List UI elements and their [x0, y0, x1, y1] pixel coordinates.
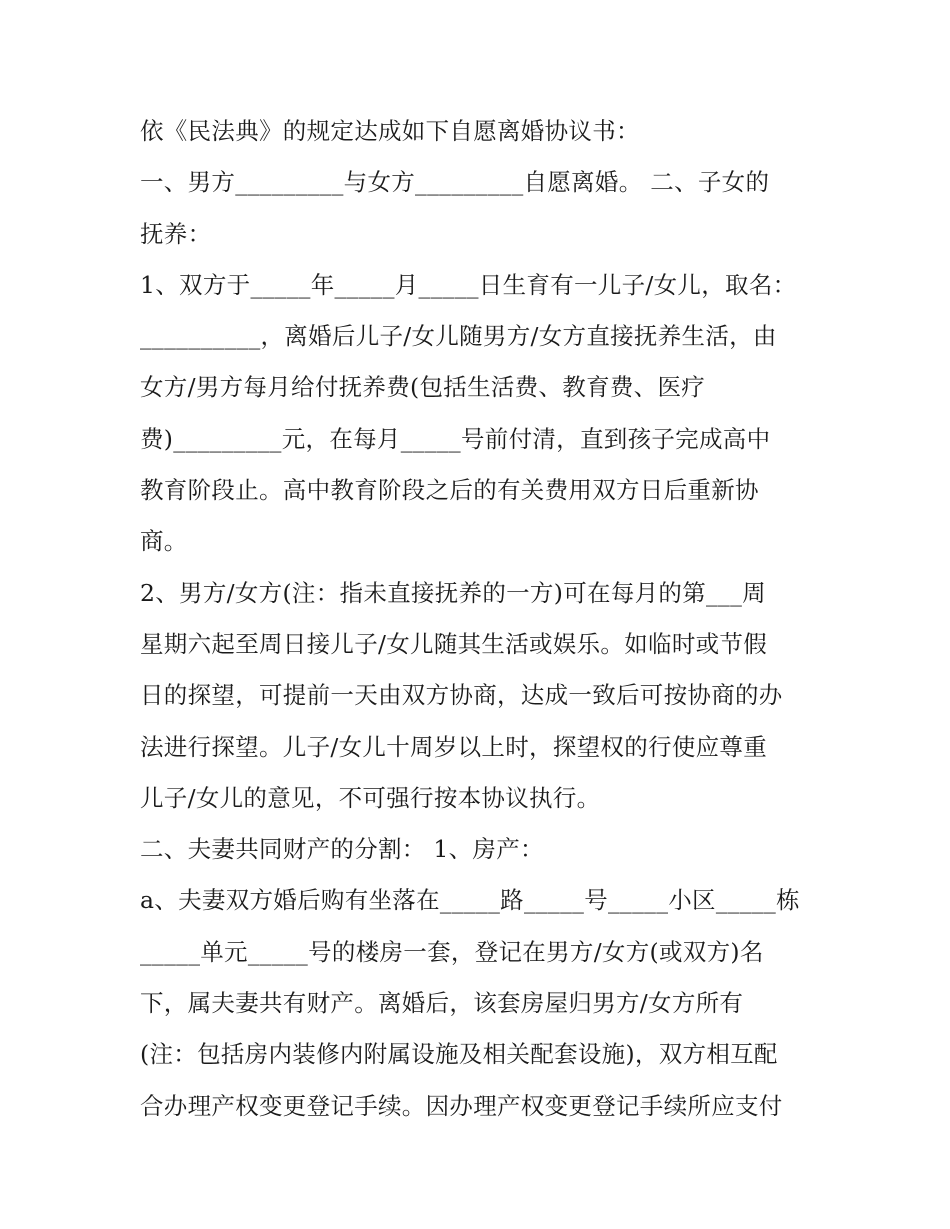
- text-line: 儿子/女儿的意见，不可强行按本协议执行。: [140, 783, 601, 812]
- text-line: 二、夫妻共同财产的分割： 1、房产：: [140, 835, 544, 864]
- text-line: __________，离婚后儿子/女儿随男方/女方直接抚养生活，由: [140, 322, 777, 351]
- text-line: 星期六起至周日接儿子/女儿随其生活或娱乐。如临时或节假: [140, 629, 768, 658]
- text-line: 1、双方于_____年_____月_____日生育有一儿子/女儿，取名：: [140, 270, 797, 299]
- text-line: 2、男方/女方(注：指未直接抚养的一方)可在每月的第___周: [140, 578, 766, 607]
- text-line: a、夫妻双方婚后购有坐落在_____路_____号_____小区_____栋: [140, 886, 800, 915]
- text-line: 法进行探望。儿子/女儿十周岁以上时，探望权的行使应尊重: [140, 732, 768, 761]
- text-line: 下，属夫妻共有财产。离婚后，该套房屋归男方/女方所有: [140, 989, 744, 1018]
- text-line: 合办理产权变更登记手续。因办理产权变更登记手续所应支付: [140, 1091, 783, 1120]
- text-line: 依《民法典》的规定达成如下自愿离婚协议书：: [140, 117, 640, 145]
- text-line: 费)_________元，在每月_____号前付清，直到孩子完成高中: [140, 424, 771, 453]
- text-line: 抚养：: [140, 219, 212, 248]
- text-line: 女方/男方每月给付抚养费(包括生活费、教育费、医疗: [140, 373, 706, 402]
- text-line: 一、男方_________与女方_________自愿离婚。 二、子女的: [140, 168, 770, 197]
- text-line: 教育阶段止。高中教育阶段之后的有关费用双方日后重新协: [140, 476, 759, 505]
- text-line: 日的探望，可提前一天由双方协商，达成一致后可按协商的办: [140, 681, 783, 710]
- text-line: (注：包括房内装修内附属设施及相关配套设施)，双方相互配: [140, 1040, 778, 1069]
- text-line: _____单元_____号的楼房一套，登记在男方/女方(或双方)名: [140, 937, 764, 966]
- document-body: [140, 106, 820, 1132]
- text-line: 商。: [140, 527, 188, 556]
